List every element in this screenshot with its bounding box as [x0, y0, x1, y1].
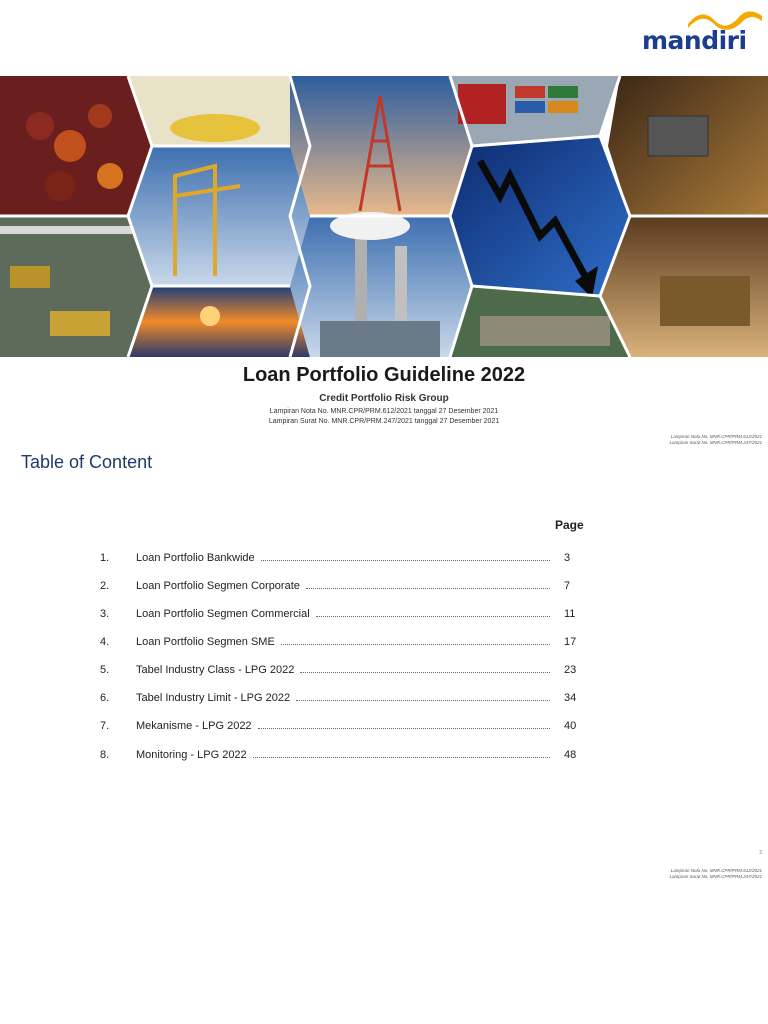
toc-item-number: 4.	[100, 636, 110, 648]
document-title: Loan Portfolio Guideline 2022	[242, 364, 526, 386]
mandiri-logo	[640, 8, 764, 55]
reference-line-nota: Lampiran Nota No. MNR.CPR/PRM.612/2021 tanggal 27 Desember 2021	[269, 408, 499, 415]
side-reference-note	[669, 434, 762, 446]
toc-item-label: Monitoring - LPG 2022	[136, 749, 247, 761]
toc-heading: Table of Content	[21, 452, 153, 472]
toc-item-page: 3	[564, 552, 571, 564]
toc-item-page: 23	[564, 664, 577, 676]
toc-item-number: 2.	[100, 580, 110, 592]
toc-item-1[interactable]	[100, 552, 580, 568]
side-note-line-1: Lampiran Nota No. MNR.CPR/PRM.612/2021	[670, 434, 762, 439]
toc-item-number: 3.	[100, 608, 110, 620]
side-note-line-2: Lampiran Surat No. MNR.CPR/PRM.247/2021	[669, 440, 762, 445]
toc-item-label: Loan Portfolio Segmen SME	[136, 636, 275, 648]
toc-item-entry	[136, 749, 550, 761]
toc-item-label: Loan Portfolio Bankwide	[136, 552, 255, 564]
toc-item-entry	[136, 608, 550, 620]
toc-item-number: 5.	[100, 664, 110, 676]
logo-text: mandiri	[642, 26, 747, 55]
toc-item-page: 7	[564, 580, 571, 592]
toc-item-3[interactable]	[100, 608, 580, 624]
reference-line-surat: Lampiran Surat No. MNR.CPR/PRM.247/2021 tanggal 27 Desember 2021	[268, 418, 500, 425]
toc-item-4[interactable]	[100, 636, 580, 652]
toc-item-entry	[136, 664, 550, 676]
toc-item-number: 8.	[100, 749, 110, 761]
toc-item-number: 7.	[100, 720, 110, 732]
toc-item-entry	[136, 720, 550, 732]
toc-dot-leader	[261, 553, 550, 561]
toc-item-2[interactable]	[100, 580, 580, 596]
toc-dot-leader	[253, 750, 550, 758]
toc-dot-leader	[296, 693, 550, 701]
toc-dot-leader	[306, 581, 550, 589]
toc-dot-leader	[281, 637, 550, 645]
toc-item-entry	[136, 692, 550, 704]
toc-item-label: Mekanisme - LPG 2022	[136, 720, 252, 732]
toc-item-6[interactable]	[100, 692, 580, 708]
toc-item-page: 11	[564, 608, 576, 620]
toc-item-number: 1.	[100, 552, 110, 564]
footer-note-line-2: Lampiran Surat No. MNR.CPR/PRM.247/2021	[669, 874, 762, 879]
toc-item-page: 17	[564, 636, 577, 648]
toc-item-7[interactable]	[100, 720, 580, 736]
toc-item-page: 34	[564, 692, 577, 704]
toc-dot-leader	[300, 665, 550, 673]
toc-dot-leader	[316, 609, 550, 617]
toc-item-label: Loan Portfolio Segmen Commercial	[136, 608, 310, 620]
toc-item-entry	[136, 580, 550, 592]
toc-item-number: 6.	[100, 692, 110, 704]
toc-item-label: Tabel Industry Limit - LPG 2022	[136, 692, 291, 704]
toc-item-entry	[136, 636, 550, 648]
footer-note-line-1: Lampiran Nota No. MNR.CPR/PRM.612/2021	[670, 868, 762, 873]
document-subtitle: Credit Portfolio Risk Group	[319, 393, 449, 404]
toc-item-label: Tabel Industry Class - LPG 2022	[136, 664, 295, 676]
page-number: 2	[759, 850, 762, 856]
toc-item-8[interactable]	[100, 749, 580, 765]
footer-reference-note	[669, 868, 762, 880]
industry-photo-collage	[0, 76, 768, 357]
toc-item-label: Loan Portfolio Segmen Corporate	[136, 580, 300, 592]
toc-item-5[interactable]	[100, 664, 580, 680]
toc-page-column-label: Page	[555, 518, 584, 532]
toc-item-entry	[136, 552, 550, 564]
toc-item-page: 40	[564, 720, 577, 732]
toc-dot-leader	[258, 721, 550, 729]
toc-item-page: 48	[564, 749, 577, 761]
